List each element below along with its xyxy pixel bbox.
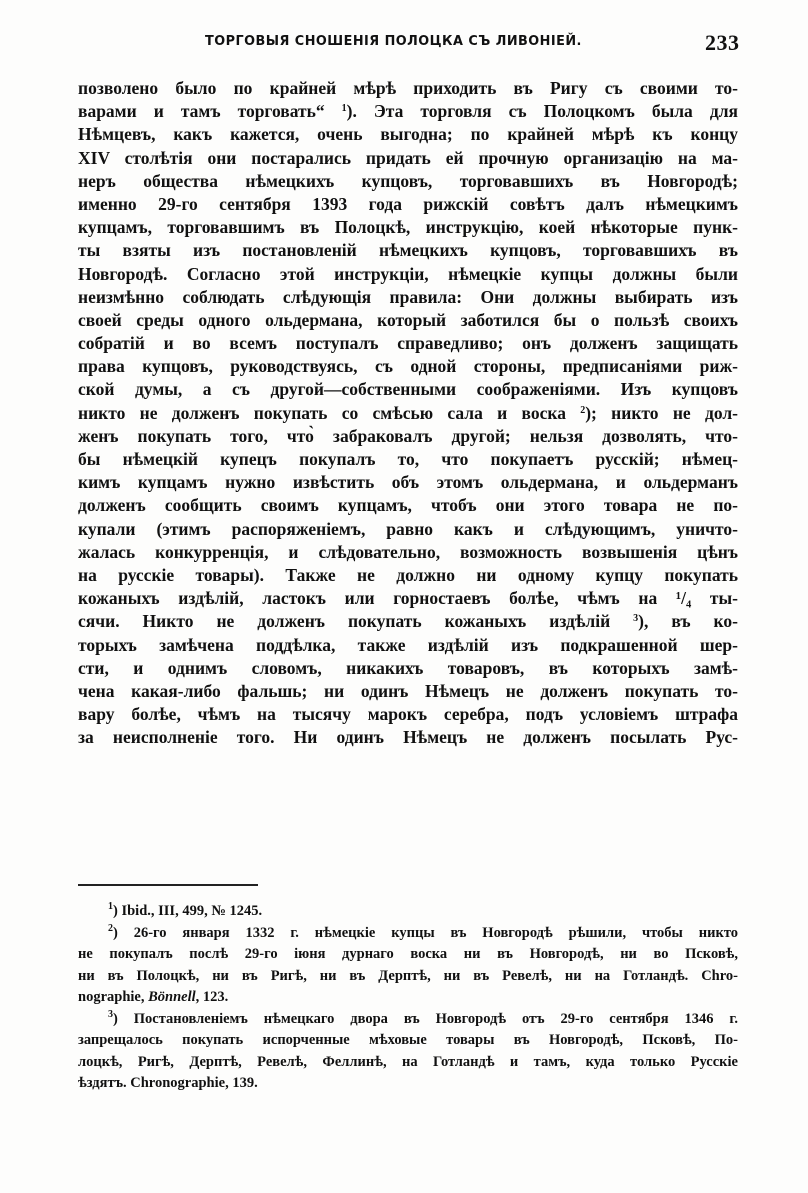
footnote-ref[interactable]: 1 bbox=[341, 103, 347, 115]
text-line: Новгородѣ. Согласно этой инструкціи, нѣмецкіе купцы должны были bbox=[78, 263, 738, 284]
footnote-text: 26-го января 1332 г. нѣмецкіе купцы въ Новгородѣ рѣшили, чтобы никто bbox=[133, 924, 738, 941]
footnote-line bbox=[78, 987, 738, 1009]
text-line bbox=[78, 402, 738, 425]
footnote-line: ни въ Полоцкѣ, ни въ Ригѣ, ни въ Дерптѣ, ни въ Ревелѣ, ни на Готландѣ. Chro- bbox=[78, 967, 738, 984]
text-line: кимъ купцамъ нужно извѣстить объ этомъ ольдермана, и ольдерманъ bbox=[78, 472, 738, 493]
text-line: долженъ сообщить своимъ купцамъ, чтобъ они этого товара не по- bbox=[78, 495, 738, 516]
main-text bbox=[78, 77, 738, 749]
text-fragment: ). Эта торговля съ Полоцкомъ была для bbox=[346, 101, 738, 122]
text-line bbox=[78, 587, 738, 610]
footnotes bbox=[78, 901, 738, 1095]
text-line: позволено было по крайней мѣрѣ приходить въ Ригу съ своими то- bbox=[78, 78, 738, 98]
footnote-marker: 2 bbox=[108, 922, 113, 934]
text-line: женъ покупать того, что̀ забраковалъ другой; нельзя дозволять, что- bbox=[78, 425, 738, 446]
text-line: именно 29-го сентября 1393 года рижскій совѣтъ далъ нѣмецкимъ bbox=[78, 193, 738, 214]
footnote-3: $^3$) Постановленіемъ нѣмецкаго двора въ Новгородѣ отъ 29-го сентября 1346 г. bbox=[108, 1008, 738, 1027]
footnote-line: запрещалось покупать испорченные мѣховые товары въ Новгородѣ, Псковѣ, По- bbox=[78, 1032, 738, 1048]
text-fragment: ты- bbox=[691, 588, 738, 609]
text-fragment: никто не долженъ покупать со смѣсью сала и воска bbox=[78, 402, 581, 423]
text-line: ты взяты изъ постановленій нѣмецкихъ купцовъ, торговавшихъ въ bbox=[78, 240, 738, 261]
text-line: бы нѣмецкій купецъ покупалъ то, что покупаетъ русскій; нѣмец- bbox=[78, 449, 738, 469]
footnote-2: $^2$) 26-го января 1332 г. нѣмецкіе купцы въ Новгородѣ рѣшили, чтобы никто bbox=[108, 922, 738, 941]
text-line: купцамъ, торговавшимъ въ Полоцкѣ, инструкцію, коей нѣкоторые пунк- bbox=[78, 217, 738, 238]
text-line: ской думы, а съ другой—собственными соображеніями. Изъ купцовъ bbox=[78, 379, 738, 400]
text-line: жалась конкурренція, и слѣдовательно, возможность возвышенія цѣнъ bbox=[78, 541, 738, 562]
text-line: XIV столѣтія они постарались придать ей прочную организацію на ма- bbox=[78, 147, 738, 168]
text-fragment: сячи. Никто не долженъ покупать кожаныхъ издѣлій bbox=[78, 611, 634, 632]
footnote-line: ѣздятъ. Chronographie, 139. bbox=[78, 1075, 258, 1091]
text-line: неръ общества нѣмецкихъ купцовъ, торговавшихъ въ Новгородѣ; bbox=[78, 170, 738, 191]
author-name: Bönnell bbox=[148, 989, 196, 1005]
text-line: купали (этимъ распоряженіемъ, равно какъ и слѣдующимъ, уничто- bbox=[78, 518, 738, 539]
text-line: за неисполненіе того. Ни одинъ Нѣмецъ не долженъ посылать Рус- bbox=[78, 727, 738, 748]
footnote-text: Ibid., III, 499, № 1245. bbox=[121, 903, 263, 919]
text-line: своей среды одного ольдермана, который заботился бы о пользѣ своихъ bbox=[78, 309, 738, 330]
footnote-text: , 123. bbox=[195, 989, 229, 1005]
footnote-marker: 3 bbox=[108, 1008, 113, 1020]
text-line: собратій и во всемъ поступалъ справедливо; онъ долженъ защищать bbox=[78, 333, 738, 354]
text-line: сти, и однимъ словомъ, никакихъ товаровъ, въ которыхъ замѣ- bbox=[78, 657, 738, 678]
footnote-ref[interactable]: 3 bbox=[633, 613, 639, 625]
footnote-text: Постановленіемъ нѣмецкаго двора въ Новгородѣ отъ 29-го сентября 1346 г. bbox=[133, 1010, 738, 1027]
text-line: неизмѣнно соблюдать слѣдующія правила: Они должны выбирать изъ bbox=[78, 286, 738, 307]
footnote-1: $^1$) Ibid., III, 499, № 1245. bbox=[108, 901, 263, 919]
text-fragment: ); никто не дол- bbox=[585, 402, 738, 423]
text-line: права купцовъ, руководствуясь, съ одной стороны, предписаніями риж- bbox=[78, 356, 738, 377]
running-head: ТОРГОВЫЯ СНОШЕНІЯ ПОЛОЦКА СЪ ЛИВОНІЕЙ. bbox=[205, 33, 582, 49]
text-line: Нѣмцевъ, какъ кажется, очень выгодна; по крайней мѣрѣ къ концу bbox=[78, 124, 738, 145]
text-fragment: кожаныхъ издѣлій, ластокъ или горностаевъ болѣе, чѣмъ на bbox=[78, 588, 676, 609]
footnote-line: не покупалъ послѣ 29-го іюня дурнаго воска ни въ Новгородѣ, ни во Псковѣ, bbox=[78, 946, 738, 962]
footnote-ref[interactable]: 2 bbox=[580, 404, 586, 416]
text-line: торыхъ замѣчена поддѣлка, также издѣлій изъ подкрашенной шер- bbox=[78, 634, 738, 655]
footnote-text: nographie, bbox=[78, 989, 149, 1005]
text-line bbox=[78, 100, 738, 123]
text-fragment: ), въ ко- bbox=[638, 611, 738, 632]
footnote-line: лоцкѣ, Ригѣ, Дерптѣ, Ревелѣ, Феллинѣ, на Готландѣ и тамъ, куда только Русскіе bbox=[78, 1053, 738, 1070]
text-fragment: варами и тамъ торговать“ bbox=[78, 101, 342, 122]
text-line bbox=[78, 610, 738, 633]
footnote-marker: 1 bbox=[108, 901, 113, 912]
text-line: чена какая-либо фальшь; ни одинъ Нѣмецъ не долженъ покупать то- bbox=[78, 680, 738, 701]
footnote-divider bbox=[78, 884, 258, 886]
page-number: 233 bbox=[705, 30, 740, 55]
text-line: вару болѣе, чѣмъ на тысячу марокъ серебра, подъ условіемъ штрафа bbox=[78, 704, 738, 725]
text-line: на русскіе товары). Также не должно ни одному купцу покупать bbox=[78, 564, 738, 585]
fraction: ¹/₄ bbox=[675, 588, 692, 609]
